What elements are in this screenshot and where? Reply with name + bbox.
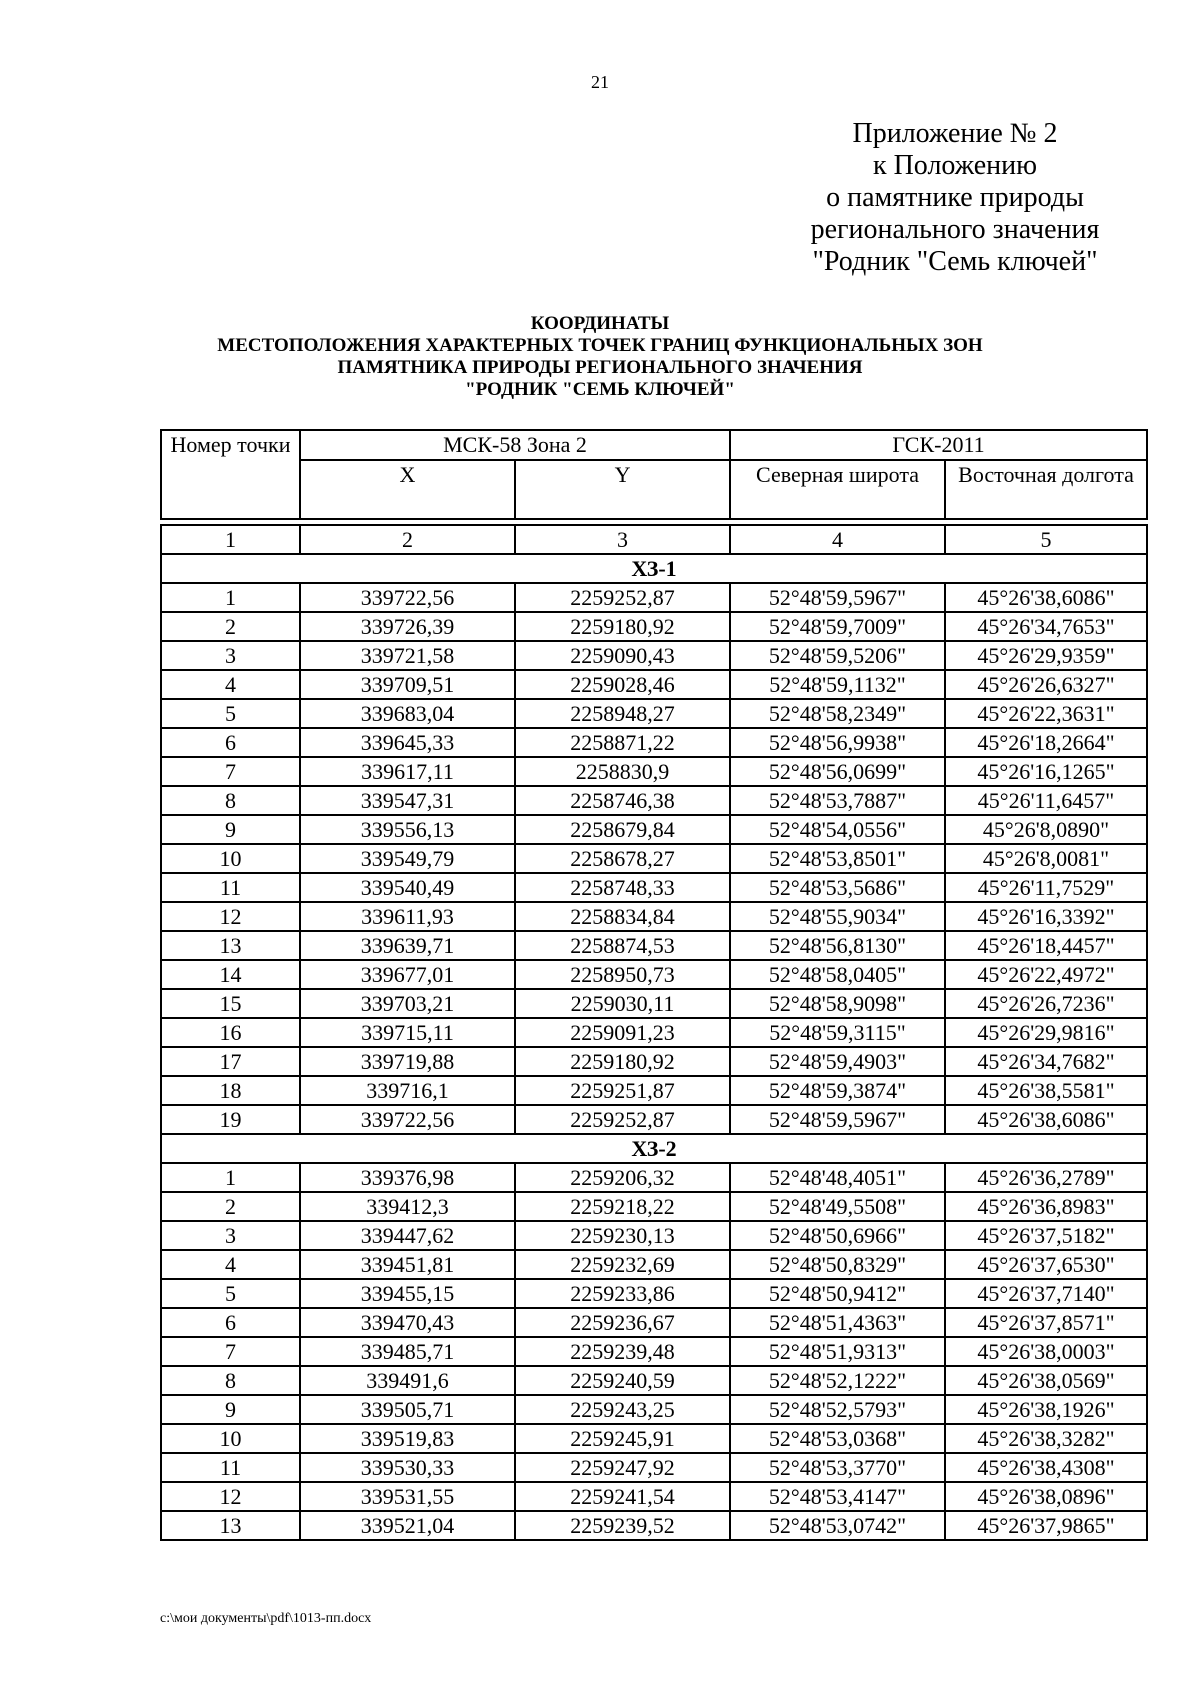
latitude-cell: 52°48'53,3770" [730, 1453, 945, 1482]
point-number-cell: 11 [161, 1453, 300, 1482]
x-cell: 339447,62 [300, 1221, 515, 1250]
column-numbers-row [161, 525, 1147, 554]
table-row [161, 1366, 1147, 1395]
y-cell: 2258830,9 [515, 757, 730, 786]
longitude-cell: 45°26'36,8983" [945, 1192, 1147, 1221]
x-cell: 339519,83 [300, 1424, 515, 1453]
table-row [161, 931, 1147, 960]
point-number-cell: 19 [161, 1105, 300, 1134]
longitude-cell: 45°26'22,4972" [945, 960, 1147, 989]
zone-header-row [161, 554, 1147, 583]
y-cell: 2258874,53 [515, 931, 730, 960]
latitude-cell: 52°48'53,0742" [730, 1511, 945, 1540]
longitude-cell: 45°26'38,3282" [945, 1424, 1147, 1453]
x-cell: 339716,1 [300, 1076, 515, 1105]
x-cell: 339639,71 [300, 931, 515, 960]
longitude-cell: 45°26'38,0003" [945, 1337, 1147, 1366]
y-cell: 2259236,67 [515, 1308, 730, 1337]
longitude-cell: 45°26'34,7653" [945, 612, 1147, 641]
table-row [161, 815, 1147, 844]
latitude-cell: 52°48'52,1222" [730, 1366, 945, 1395]
latitude-cell: 52°48'59,1132" [730, 670, 945, 699]
latitude-cell: 52°48'49,5508" [730, 1192, 945, 1221]
latitude-cell: 52°48'55,9034" [730, 902, 945, 931]
point-number-cell: 16 [161, 1018, 300, 1047]
table-row [161, 699, 1147, 728]
latitude-cell: 52°48'59,7009" [730, 612, 945, 641]
x-cell: 339611,93 [300, 902, 515, 931]
point-number-cell: 10 [161, 1424, 300, 1453]
latitude-cell: 52°48'56,0699" [730, 757, 945, 786]
table-header-row [161, 430, 1147, 460]
latitude-cell: 52°48'56,9938" [730, 728, 945, 757]
point-number-cell: 8 [161, 786, 300, 815]
point-number-cell: 5 [161, 1279, 300, 1308]
point-number-cell: 1 [161, 1163, 300, 1192]
table-row [161, 1337, 1147, 1366]
appendix-reference [780, 118, 1130, 278]
point-number-cell: 3 [161, 1221, 300, 1250]
header-y: Y [515, 460, 730, 519]
longitude-cell: 45°26'29,9359" [945, 641, 1147, 670]
x-cell: 339722,56 [300, 583, 515, 612]
table-row [161, 1221, 1147, 1250]
latitude-cell: 52°48'51,4363" [730, 1308, 945, 1337]
latitude-cell: 52°48'48,4051" [730, 1163, 945, 1192]
point-number-cell: 6 [161, 728, 300, 757]
y-cell: 2259218,22 [515, 1192, 730, 1221]
point-number-cell: 9 [161, 815, 300, 844]
y-cell: 2258871,22 [515, 728, 730, 757]
x-cell: 339703,21 [300, 989, 515, 1018]
longitude-cell: 45°26'18,2664" [945, 728, 1147, 757]
table-row [161, 1250, 1147, 1279]
point-number-cell: 2 [161, 612, 300, 641]
x-cell: 339491,6 [300, 1366, 515, 1395]
x-cell: 339521,04 [300, 1511, 515, 1540]
header-latitude: Северная широта [730, 460, 945, 519]
point-number-cell: 6 [161, 1308, 300, 1337]
y-cell: 2258678,27 [515, 844, 730, 873]
y-cell: 2259233,86 [515, 1279, 730, 1308]
point-number-cell: 1 [161, 583, 300, 612]
longitude-cell: 45°26'37,7140" [945, 1279, 1147, 1308]
latitude-cell: 52°48'59,5967" [730, 583, 945, 612]
longitude-cell: 45°26'38,4308" [945, 1453, 1147, 1482]
latitude-cell: 52°48'56,8130" [730, 931, 945, 960]
table-row [161, 786, 1147, 815]
point-number-cell: 7 [161, 757, 300, 786]
x-cell: 339617,11 [300, 757, 515, 786]
latitude-cell: 52°48'59,3874" [730, 1076, 945, 1105]
y-cell: 2259180,92 [515, 1047, 730, 1076]
header-x: X [300, 460, 515, 519]
table-row [161, 1105, 1147, 1134]
y-cell: 2259251,87 [515, 1076, 730, 1105]
latitude-cell: 52°48'58,0405" [730, 960, 945, 989]
x-cell: 339540,49 [300, 873, 515, 902]
point-number-cell: 18 [161, 1076, 300, 1105]
longitude-cell: 45°26'38,0569" [945, 1366, 1147, 1395]
y-cell: 2259252,87 [515, 1105, 730, 1134]
appendix-line: о памятнике природы [826, 182, 1084, 213]
point-number-cell: 9 [161, 1395, 300, 1424]
table-row [161, 1279, 1147, 1308]
point-number-cell: 5 [161, 699, 300, 728]
title-line: "РОДНИК "СЕМЬ КЛЮЧЕЙ" [465, 379, 735, 400]
table-row [161, 1482, 1147, 1511]
longitude-cell: 45°26'22,3631" [945, 699, 1147, 728]
latitude-cell: 52°48'50,8329" [730, 1250, 945, 1279]
y-cell: 2258950,73 [515, 960, 730, 989]
column-number: 2 [300, 525, 515, 554]
appendix-line: к Положению [872, 150, 1038, 181]
longitude-cell: 45°26'37,9865" [945, 1511, 1147, 1540]
table-row [161, 1163, 1147, 1192]
x-cell: 339719,88 [300, 1047, 515, 1076]
x-cell: 339376,98 [300, 1163, 515, 1192]
x-cell: 339677,01 [300, 960, 515, 989]
point-number-cell: 14 [161, 960, 300, 989]
latitude-cell: 52°48'53,4147" [730, 1482, 945, 1511]
longitude-cell: 45°26'38,5581" [945, 1076, 1147, 1105]
point-number-cell: 13 [161, 1511, 300, 1540]
point-number-cell: 7 [161, 1337, 300, 1366]
point-number-cell: 17 [161, 1047, 300, 1076]
column-number: 5 [945, 525, 1147, 554]
y-cell: 2259252,87 [515, 583, 730, 612]
table-row [161, 1308, 1147, 1337]
x-cell: 339722,56 [300, 1105, 515, 1134]
table-row [161, 1076, 1147, 1105]
table-row [161, 960, 1147, 989]
point-number-cell: 13 [161, 931, 300, 960]
appendix-line: Приложение № 2 [852, 118, 1058, 149]
point-number-cell: 2 [161, 1192, 300, 1221]
longitude-cell: 45°26'8,0890" [945, 815, 1147, 844]
table-row [161, 1395, 1147, 1424]
latitude-cell: 52°48'59,4903" [730, 1047, 945, 1076]
table-row [161, 1018, 1147, 1047]
y-cell: 2259243,25 [515, 1395, 730, 1424]
y-cell: 2259028,46 [515, 670, 730, 699]
header-longitude: Восточная долгота [945, 460, 1147, 519]
header-msk-group: МСК-58 Зона 2 [300, 430, 730, 460]
x-cell: 339412,3 [300, 1192, 515, 1221]
x-cell: 339715,11 [300, 1018, 515, 1047]
x-cell: 339455,15 [300, 1279, 515, 1308]
longitude-cell: 45°26'34,7682" [945, 1047, 1147, 1076]
table-row [161, 989, 1147, 1018]
table-row [161, 641, 1147, 670]
longitude-cell: 45°26'26,6327" [945, 670, 1147, 699]
y-cell: 2258948,27 [515, 699, 730, 728]
y-cell: 2259245,91 [515, 1424, 730, 1453]
y-cell: 2258748,33 [515, 873, 730, 902]
page-number: 21 [591, 72, 609, 92]
x-cell: 339505,71 [300, 1395, 515, 1424]
latitude-cell: 52°48'51,9313" [730, 1337, 945, 1366]
table-row [161, 1511, 1147, 1540]
longitude-cell: 45°26'16,3392" [945, 902, 1147, 931]
point-number-cell: 4 [161, 1250, 300, 1279]
latitude-cell: 52°48'58,9098" [730, 989, 945, 1018]
appendix-line: "Родник "Семь ключей" [812, 246, 1098, 277]
x-cell: 339530,33 [300, 1453, 515, 1482]
y-cell: 2259030,11 [515, 989, 730, 1018]
latitude-cell: 52°48'54,0556" [730, 815, 945, 844]
title-line: КООРДИНАТЫ [530, 313, 670, 334]
table-row [161, 902, 1147, 931]
longitude-cell: 45°26'29,9816" [945, 1018, 1147, 1047]
x-cell: 339451,81 [300, 1250, 515, 1279]
longitude-cell: 45°26'8,0081" [945, 844, 1147, 873]
y-cell: 2259239,48 [515, 1337, 730, 1366]
latitude-cell: 52°48'59,5967" [730, 1105, 945, 1134]
zone-name: ХЗ-2 [161, 1134, 1147, 1163]
latitude-cell: 52°48'52,5793" [730, 1395, 945, 1424]
header-gsk-group: ГСК-2011 [730, 430, 1147, 460]
longitude-cell: 45°26'11,6457" [945, 786, 1147, 815]
longitude-cell: 45°26'38,1926" [945, 1395, 1147, 1424]
point-number-cell: 12 [161, 1482, 300, 1511]
file-path-footer: c:\мои документы\pdf\1013-пп.docx [160, 1611, 372, 1626]
table-row [161, 728, 1147, 757]
y-cell: 2259241,54 [515, 1482, 730, 1511]
zone-header-row [161, 1134, 1147, 1163]
x-cell: 339485,71 [300, 1337, 515, 1366]
y-cell: 2259230,13 [515, 1221, 730, 1250]
y-cell: 2258679,84 [515, 815, 730, 844]
longitude-cell: 45°26'37,5182" [945, 1221, 1147, 1250]
table-subheader-row [161, 460, 1147, 519]
longitude-cell: 45°26'36,2789" [945, 1163, 1147, 1192]
document-title [0, 313, 1200, 401]
table-row [161, 873, 1147, 902]
appendix-line: регионального значения [810, 214, 1100, 245]
table-row [161, 844, 1147, 873]
title-line: ПАМЯТНИКА ПРИРОДЫ РЕГИОНАЛЬНОГО ЗНАЧЕНИЯ [337, 357, 863, 378]
zone-name: ХЗ-1 [161, 554, 1147, 583]
column-number: 3 [515, 525, 730, 554]
latitude-cell: 52°48'59,5206" [730, 641, 945, 670]
point-number-cell: 3 [161, 641, 300, 670]
title-line: МЕСТОПОЛОЖЕНИЯ ХАРАКТЕРНЫХ ТОЧЕК ГРАНИЦ ФУНКЦИОНАЛЬНЫХ ЗОН [217, 335, 983, 356]
longitude-cell: 45°26'26,7236" [945, 989, 1147, 1018]
latitude-cell: 52°48'53,0368" [730, 1424, 945, 1453]
x-cell: 339721,58 [300, 641, 515, 670]
column-number: 1 [161, 525, 300, 554]
table-row [161, 1424, 1147, 1453]
point-number-cell: 11 [161, 873, 300, 902]
latitude-cell: 52°48'53,5686" [730, 873, 945, 902]
y-cell: 2259090,43 [515, 641, 730, 670]
y-cell: 2259239,52 [515, 1511, 730, 1540]
x-cell: 339470,43 [300, 1308, 515, 1337]
x-cell: 339549,79 [300, 844, 515, 873]
table-row [161, 1192, 1147, 1221]
latitude-cell: 52°48'50,6966" [730, 1221, 945, 1250]
point-number-cell: 4 [161, 670, 300, 699]
y-cell: 2259232,69 [515, 1250, 730, 1279]
x-cell: 339726,39 [300, 612, 515, 641]
point-number-cell: 8 [161, 1366, 300, 1395]
x-cell: 339547,31 [300, 786, 515, 815]
header-point-number: Номер точки [161, 430, 300, 519]
y-cell: 2259206,32 [515, 1163, 730, 1192]
x-cell: 339645,33 [300, 728, 515, 757]
table-row [161, 1453, 1147, 1482]
y-cell: 2259240,59 [515, 1366, 730, 1395]
latitude-cell: 52°48'50,9412" [730, 1279, 945, 1308]
x-cell: 339709,51 [300, 670, 515, 699]
coordinates-table [160, 429, 1148, 1541]
y-cell: 2258834,84 [515, 902, 730, 931]
table-row [161, 583, 1147, 612]
longitude-cell: 45°26'38,6086" [945, 1105, 1147, 1134]
latitude-cell: 52°48'58,2349" [730, 699, 945, 728]
x-cell: 339556,13 [300, 815, 515, 844]
point-number-cell: 15 [161, 989, 300, 1018]
point-number-cell: 12 [161, 902, 300, 931]
table-row [161, 670, 1147, 699]
longitude-cell: 45°26'37,6530" [945, 1250, 1147, 1279]
y-cell: 2259180,92 [515, 612, 730, 641]
point-number-cell: 10 [161, 844, 300, 873]
latitude-cell: 52°48'59,3115" [730, 1018, 945, 1047]
x-cell: 339531,55 [300, 1482, 515, 1511]
table-row [161, 612, 1147, 641]
latitude-cell: 52°48'53,8501" [730, 844, 945, 873]
longitude-cell: 45°26'18,4457" [945, 931, 1147, 960]
latitude-cell: 52°48'53,7887" [730, 786, 945, 815]
column-number: 4 [730, 525, 945, 554]
y-cell: 2258746,38 [515, 786, 730, 815]
y-cell: 2259247,92 [515, 1453, 730, 1482]
longitude-cell: 45°26'38,6086" [945, 583, 1147, 612]
table-row [161, 1047, 1147, 1076]
longitude-cell: 45°26'11,7529" [945, 873, 1147, 902]
longitude-cell: 45°26'16,1265" [945, 757, 1147, 786]
longitude-cell: 45°26'37,8571" [945, 1308, 1147, 1337]
longitude-cell: 45°26'38,0896" [945, 1482, 1147, 1511]
table-row [161, 757, 1147, 786]
x-cell: 339683,04 [300, 699, 515, 728]
y-cell: 2259091,23 [515, 1018, 730, 1047]
